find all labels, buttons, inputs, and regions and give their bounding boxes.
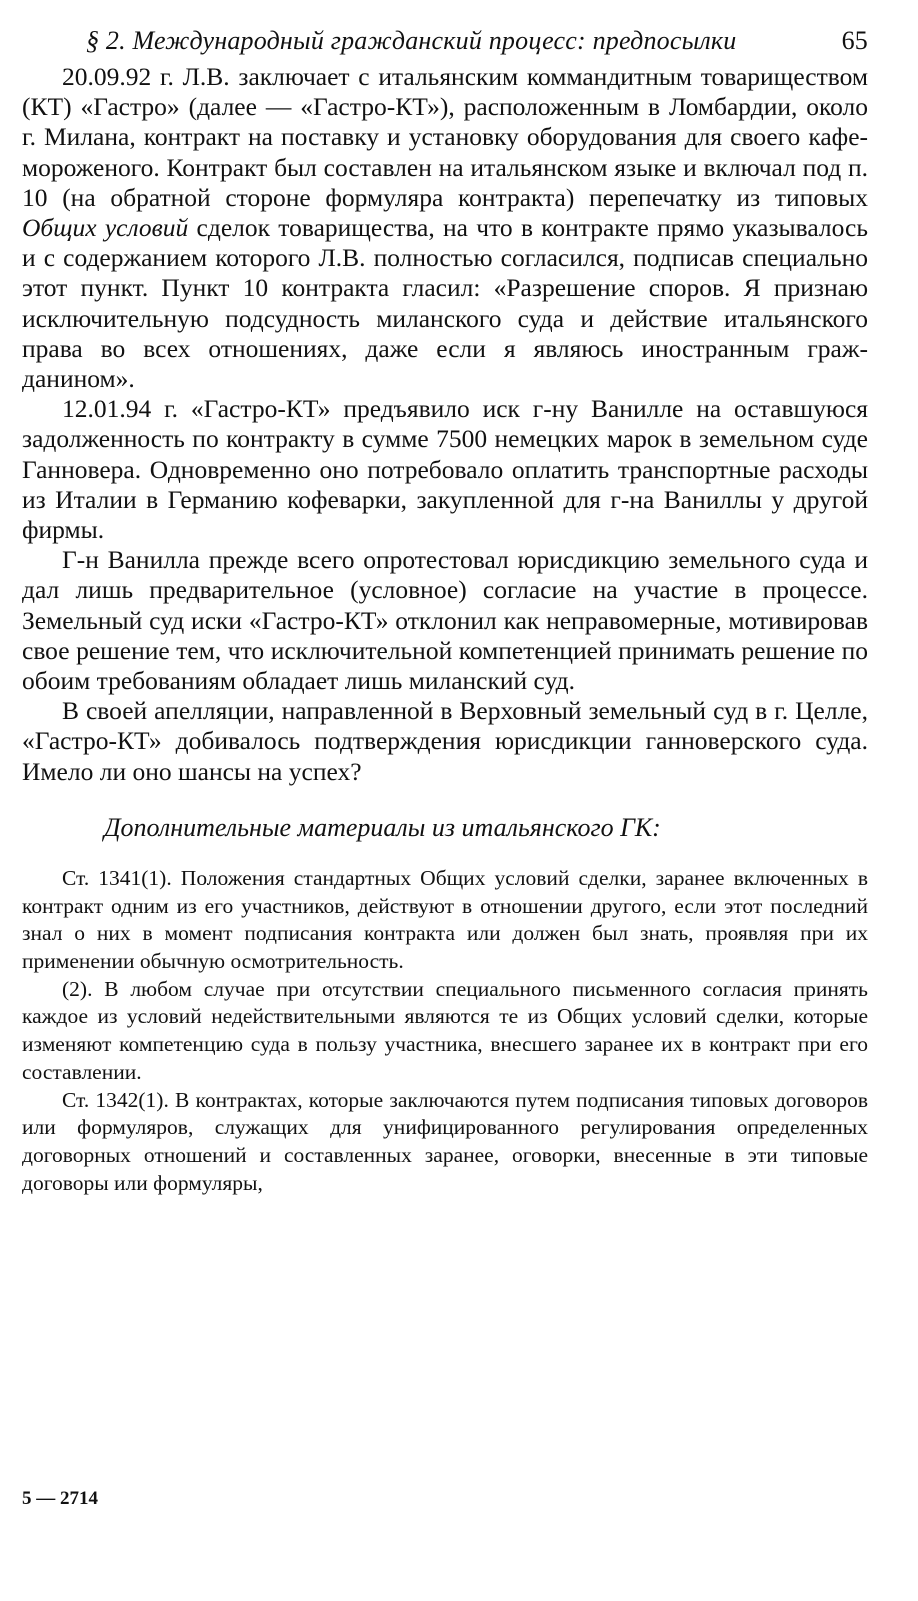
running-header xyxy=(22,26,868,56)
case-paragraph-1-part-a: 20.09.92 г. Л.В. заключает с итальянским коммандитным товариществом (КТ) «Гастро» (далее — «Гастро-КТ»), расположенным в Ломбардии, около г. Милана, контракт на поставку и установку оборудования для своего кафе-мороженого. Контракт был составлен на итальянском языке и включал под п. 10 (на обратной стороне формуляра контракта) перепечатку из типовых xyxy=(22,62,868,212)
case-paragraph-1 xyxy=(22,62,868,394)
general-conditions-term: Общих условий xyxy=(22,213,189,243)
case-paragraph-1-part-b: сделок товарищества, на что в контракте прямо указывалось и с содержанием которого Л.В. полностью согласился, подписав специально этот пункт. Пункт 10 контракта гласил: «Разрешение споров. Я признаю исключительную подсудность миланского суда и действие итальянского права во всех отношениях, даже если я являюсь иностранным гражданином». xyxy=(22,213,868,394)
article-1341-2: (2). В любом случае при отсутствии специального письменного согласия принять каждое из условий недействительными являются те из Общих условий сделки, которые изменяют компетенцию суда в пользу участника, внесшего заранее их в контракт при его составлении. xyxy=(22,976,868,1084)
case-text xyxy=(22,62,868,787)
article-1341-1: Ст. 1341(1). Положения стандартных Общих условий сделки, заранее включенных в контракт одним из его участников, действуют в отношении другого, если этот последний знал о них в момент подписания контракта или должен был знать, проявляя при их применении обычную осмотрительность. xyxy=(22,865,868,973)
page-number: 65 xyxy=(841,26,868,55)
civil-code-articles xyxy=(22,865,868,1197)
case-paragraph-2: 12.01.94 г. «Гастро-КТ» предъявило иск г-ну Ванилле на оставшуюся задолженность по контракту в сумме 7500 немецких марок в земельном суде Ганновера. Одновременно оно потребовало оплатить транспортные расходы из Италии в Германию кофеварки, закупленной для г-на Ваниллы у другой фирмы. xyxy=(22,394,868,545)
running-title: § 2. Международный гражданский процесс: предпосылки xyxy=(86,26,737,55)
materials-heading: Дополнительные материалы из итальянского ГК: xyxy=(104,812,661,842)
case-paragraph-3: Г-н Ванилла прежде всего опротестовал юрисдикцию земельного суда и дал лишь предварительное (условное) согласие на участие в процессе. Земельный суд иски «Гастро-КТ» отклонил как неправомерные, мотивировав свое решение тем, что исключительной компетенцией принимать решение по обоим требованиям обладает лишь миланский суд. xyxy=(22,545,868,696)
page xyxy=(22,26,868,1197)
case-paragraph-4: В своей апелляции, направленной в Верховный земельный суд в г. Целле, «Гастро-КТ» добивалось подтверждения юрисдикции ганноверского суда. Имело ли оно шансы на успех? xyxy=(22,696,868,786)
signature-mark: 5 — 2714 xyxy=(22,1488,98,1509)
article-1342-1: Ст. 1342(1). В контрактах, которые заключаются путем подписания типовых договоров или формуляров, служащих для унифицированного регулирования определенных договорных отношений и составленных заранее, оговорки, внесенные в эти типовые договоры или формуляры, xyxy=(22,1087,868,1195)
